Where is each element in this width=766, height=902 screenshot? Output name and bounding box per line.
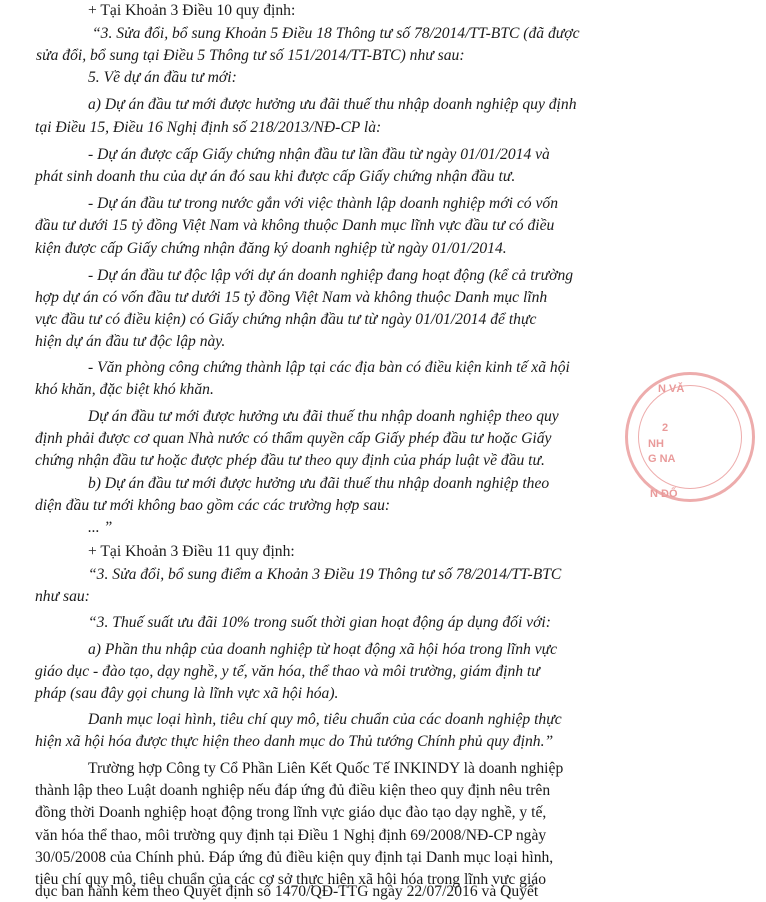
seal-inner-ring [638,385,742,489]
text-line-24: + Tại Khoản 3 Điều 11 quy định: [88,543,295,560]
text-line-17: khó khăn, đặc biệt khó khăn. [35,381,214,398]
text-line-12: - Dự án đầu tư độc lập với dự án doanh nghiệp đang hoạt động (kể cả trường [88,267,574,284]
text-line-6: tại Điều 15, Điều 16 Nghị định số 218/2013/NĐ-CP là: [35,119,382,136]
text-line-9: - Dự án đầu tư trong nước gắn với việc thành lập doanh nghiệp mới có vốn [88,195,558,212]
seal-text-4: G NA [648,453,676,465]
text-line-16: - Văn phòng công chứng thành lập tại các địa bàn có điều kiện kinh tế xã hội [88,359,570,376]
text-line-31: Danh mục loại hình, tiêu chí quy mô, tiêu chuẩn của các doanh nghiệp thực [88,711,562,728]
text-line-32: hiện xã hội hóa được thực hiện theo danh mục do Thủ tướng Chính phủ quy định.” [35,733,554,750]
text-line-1: + Tại Khoản 3 Điều 10 quy định: [88,2,296,19]
text-line-5: a) Dự án đầu tư mới được hưởng ưu đãi thuế thu nhập doanh nghiệp quy định [88,96,577,113]
seal-text-5: N ĐỐ [650,488,678,500]
text-line-28: a) Phần thu nhập của doanh nghiệp từ hoạt động xã hội hóa trong lĩnh vực [88,641,558,658]
text-line-37: 30/05/2008 của Chính phủ. Đáp ứng đủ điều kiện quy định tại Danh mục loại hình, [35,849,554,866]
text-line-4: 5. Về dự án đầu tư mới: [88,69,237,86]
text-line-34: thành lập theo Luật doanh nghiệp nếu đáp ứng đủ điều kiện theo quy định nêu trên [35,782,551,799]
text-line-35: đồng thời Doanh nghiệp hoạt động trong lĩnh vực giáo dục đào tạo dạy nghề, y tế, [35,804,547,821]
text-line-11: kiện được cấp Giấy chứng nhận đăng ký doanh nghiệp từ ngày 01/01/2014. [35,240,507,257]
text-line-13: hợp dự án có vốn đầu tư dưới 15 tỷ đồng Việt Nam và không thuộc Danh mục lĩnh [35,289,548,306]
text-line-33: Trường hợp Công ty Cổ Phần Liên Kết Quốc Tế INKINDY là doanh nghiệp [88,760,564,777]
text-line-30: pháp (sau đây gọi chung là lĩnh vực xã hội hóa). [35,685,339,702]
text-line-27: “3. Thuế suất ưu đãi 10% trong suốt thời gian hoạt động áp dụng đối với: [88,614,551,631]
text-line-7: - Dự án được cấp Giấy chứng nhận đầu tư lần đầu từ ngày 01/01/2014 và [88,146,550,163]
text-line-18: Dự án đầu tư mới được hưởng ưu đãi thuế thu nhập doanh nghiệp theo quy [88,408,559,425]
text-line-3: sửa đổi, bổ sung tại Điều 5 Thông tư số 151/2014/TT-BTC) như sau: [36,47,465,64]
text-line-36: văn hóa thể thao, môi trường quy định tại Điều 1 Nghị định 69/2008/NĐ-CP ngày [35,827,547,844]
text-line-15: hiện dự án đầu tư độc lập này. [35,333,226,350]
text-line-19: định phải được cơ quan Nhà nước có thẩm quyền cấp Giấy phép đầu tư hoặc Giấy [35,430,552,447]
text-line-21: b) Dự án đầu tư mới được hưởng ưu đãi thuế thu nhập doanh nghiệp theo [88,475,550,492]
text-line-39: dục ban hành kèm theo Quyết định số 1470/QĐ-TTG ngày 22/07/2016 và Quyết [35,883,539,900]
seal-text-1: N VĂ [658,383,685,395]
text-line-23: ... ” [88,519,113,536]
text-line-8: phát sinh doanh thu của dự án đó sau khi được cấp Giấy chứng nhận đầu tư. [35,168,516,185]
text-line-2: “3. Sửa đổi, bổ sung Khoản 5 Điều 18 Thông tư số 78/2014/TT-BTC (đã được [92,25,580,42]
text-line-26: như sau: [35,588,90,605]
text-line-10: đầu tư dưới 15 tỷ đồng Việt Nam và không thuộc Danh mục lĩnh vực đầu tư có điều [35,217,555,234]
text-line-20: chứng nhận đầu tư hoặc được phép đầu tư theo quy định của pháp luật về đầu tư. [35,452,545,469]
text-line-14: vực đầu tư có điều kiện) có Giấy chứng nhận đầu tư từ ngày 01/01/2014 để thực [35,311,537,328]
red-seal-stamp [625,372,755,502]
text-line-38: tiêu chí quy mô, tiêu chuẩn của các cơ sở thực hiện xã hội hóa trong lĩnh vực giáo [35,871,547,888]
seal-text-3: NH [648,438,664,450]
seal-text-2: 2 [662,422,669,434]
text-line-25: “3. Sửa đổi, bổ sung điểm a Khoản 3 Điều 19 Thông tư số 78/2014/TT-BTC [88,566,562,583]
text-line-22: diện đầu tư mới không bao gồm các các trường hợp sau: [35,497,391,514]
text-line-29: giáo dục - đào tạo, dạy nghề, y tế, văn hóa, thể thao và môi trường, giám định tư [35,663,540,680]
